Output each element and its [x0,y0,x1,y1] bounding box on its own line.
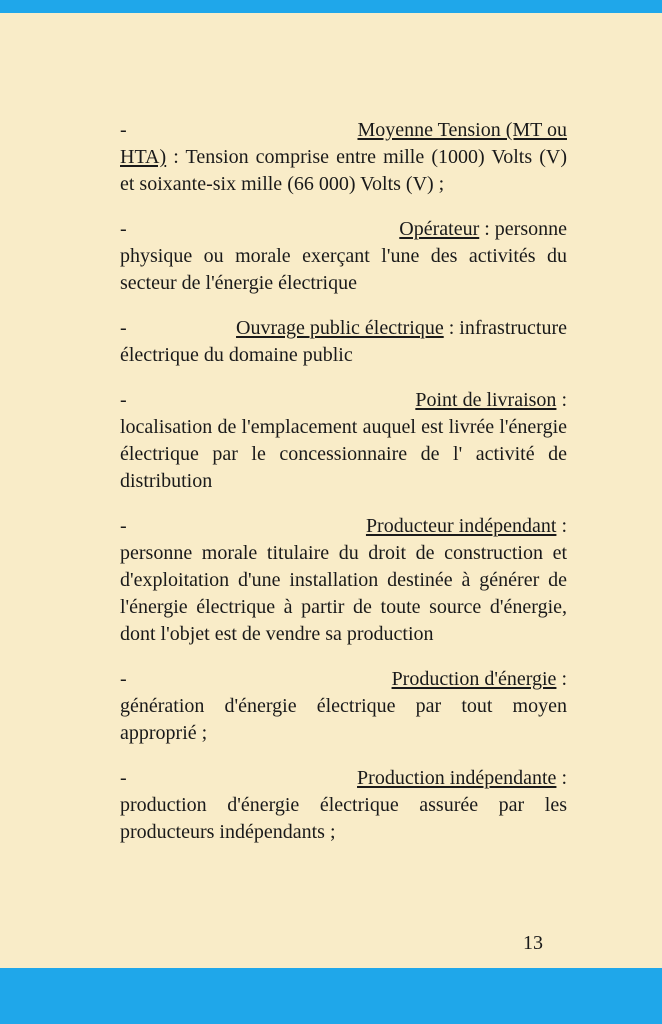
definition-term: Moyenne Tension (MT ou [357,119,567,141]
definition-item-production-independante [120,765,567,846]
definition-body [120,144,567,198]
definition-term: Point de livraison [415,389,557,411]
definition-term: Production d'énergie [391,668,557,690]
list-dash: - [120,317,127,339]
definition-head-rest: : personne [479,218,567,240]
definition-head [357,765,567,792]
list-dash: - [120,389,127,411]
definition-head-rest: : [556,515,567,537]
definition-head [392,666,567,693]
list-dash: - [120,668,127,690]
definition-head-rest: : [556,767,567,789]
definition-first-line [120,387,567,414]
definition-item-moyenne-tension [120,117,567,198]
definition-head [366,513,567,540]
definition-item-production-energie [120,666,567,747]
definition-body [120,792,567,846]
definition-body-text: électrique du domaine public [120,344,353,366]
definition-head [236,315,567,342]
list-dash: - [120,767,127,789]
definition-head-rest: : infrastructure [443,317,567,339]
definition-body-text: physique ou morale exerçant l'une des activités du secteur de l'énergie électrique [120,245,567,294]
definition-item-ouvrage-public [120,315,567,369]
definition-head [357,117,567,144]
definition-first-line [120,117,567,144]
definition-item-operateur [120,216,567,297]
definition-head [415,387,567,414]
definition-body [120,414,567,495]
definition-body [120,243,567,297]
definitions-list [120,117,567,864]
header-bar [0,0,662,13]
definition-body [120,342,567,369]
definition-first-line [120,315,567,342]
list-dash: - [120,218,127,240]
definition-first-line [120,513,567,540]
definition-body-text: production d'énergie électrique assurée par les producteurs indépendants ; [120,794,567,843]
list-dash: - [120,515,127,537]
definition-term: Opérateur [399,218,480,240]
definition-head-rest: : [556,668,567,690]
definition-head-rest: : [556,389,567,411]
page-number: 13 [523,932,543,954]
list-dash: - [120,119,127,141]
definition-first-line [120,765,567,792]
definition-body-text: localisation de l'emplacement auquel est livrée l'énergie électrique par le concessionnaire de l' activité de distribution [120,416,567,492]
definition-body-text: : Tension comprise entre mille (1000) Volts (V) et soixante-six mille (66 000) Volts (V) ; [120,146,567,195]
definition-body-text: génération d'énergie électrique par tout moyen approprié ; [120,695,567,744]
definition-term: Producteur indépendant [365,515,557,537]
definition-item-producteur-independant [120,513,567,648]
definition-body-underlined: HTA) [120,146,167,168]
definition-head [399,216,567,243]
definition-term: Ouvrage public électrique [236,317,444,339]
definition-body [120,693,567,747]
definition-first-line [120,666,567,693]
definition-body [120,540,567,648]
footer-bar [0,968,662,1024]
definition-item-point-de-livraison [120,387,567,495]
definition-body-text: personne morale titulaire du droit de construction et d'exploitation d'une installation destinée à générer de l'énergie électrique à partir de toute source d'énergie, dont l'objet est de vendre sa production [120,542,567,645]
definition-term: Production indépendante [357,767,557,789]
definition-first-line [120,216,567,243]
